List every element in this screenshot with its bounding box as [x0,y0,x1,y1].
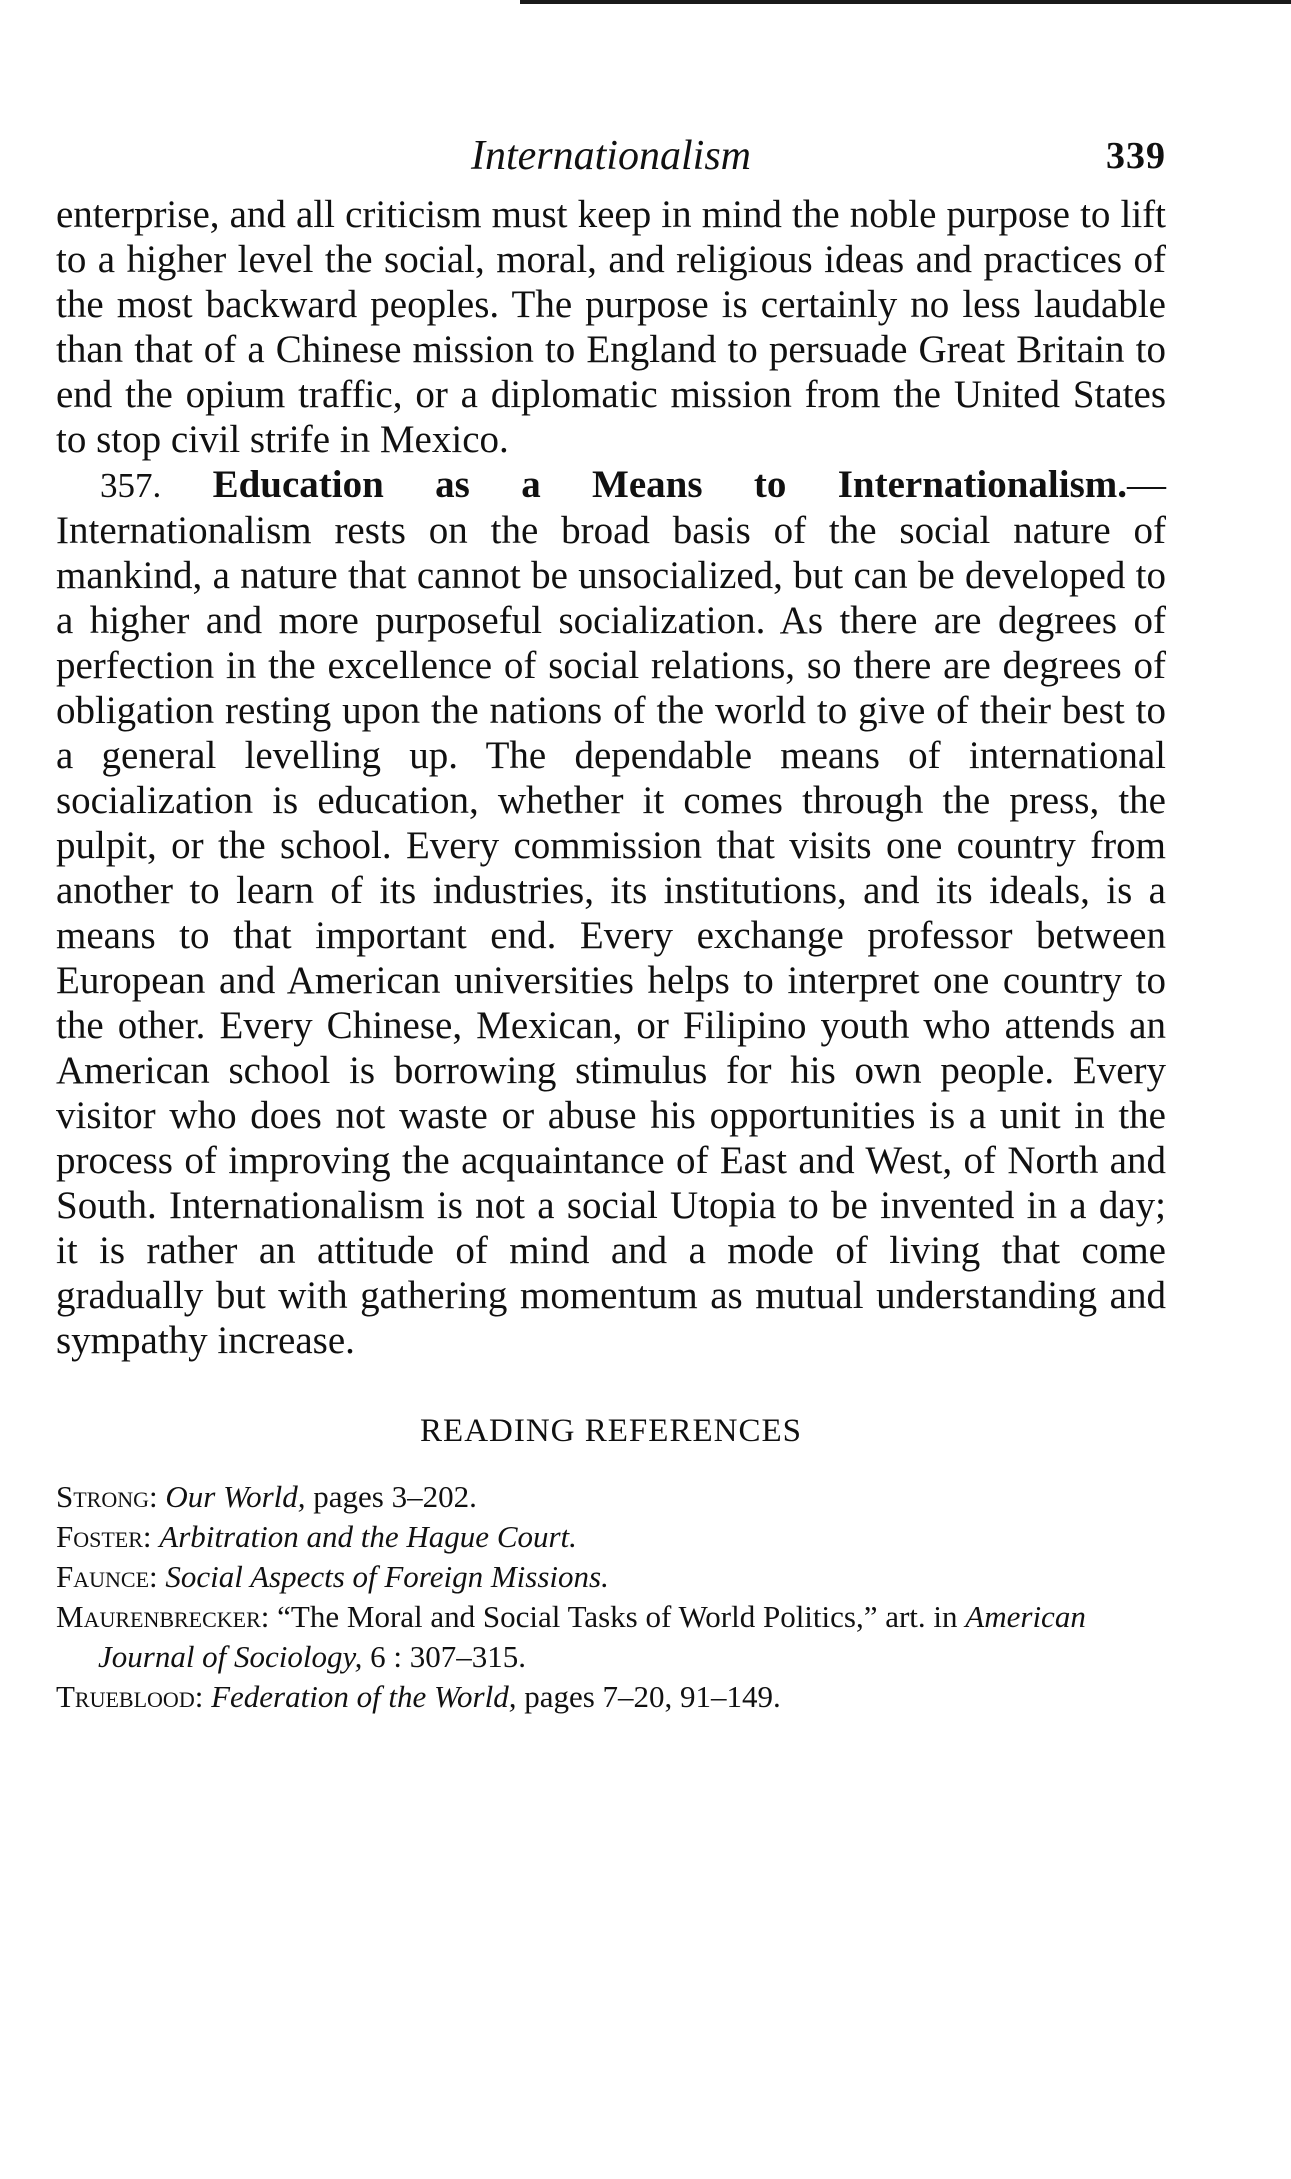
reference-detail: pages 3–202. [313,1479,477,1514]
reference-work: Arbitration and the Hague Court. [159,1519,577,1554]
top-edge-rule [520,0,1291,4]
reading-references-list [56,1477,1166,1717]
reference-work: Social Aspects of Foreign Missions. [165,1559,609,1594]
section-title: Education as a Means to Internationalism. [212,463,1127,506]
book-page [56,120,1166,1717]
reference-item [56,1597,1166,1677]
reference-item [56,1557,1166,1597]
reference-author: Maurenbrecker: [56,1599,270,1634]
reference-author: Trueblood: [56,1679,204,1714]
section-number: 357. [100,466,162,505]
section-paragraph [56,462,1166,1363]
running-title: Internationalism [471,133,751,179]
reference-author: Strong: [56,1479,158,1514]
reference-article-title: “The Moral and Social Tasks of World Politics,” art. in [277,1599,958,1634]
reference-item [56,1477,1166,1517]
reference-work: Federation of the World, [211,1679,517,1714]
reference-item [56,1517,1166,1557]
reference-author: Faunce: [56,1559,158,1594]
reading-references-heading: READING REFERENCES [420,1413,802,1449]
reference-work: American Journal of Sociology, [98,1599,1086,1674]
paragraph-continuation: enterprise, and all criticism must keep in mind the noble purpose to lift to a higher level the social, moral, and religious ideas and practices of the most backward peoples. The purpose is certainly no less laudable than that of a Chinese mission to England to persuade Great Britain to end the opium traffic, or a diplomatic mission from the United States to stop civil strife in Mexico. [56,193,1166,461]
reference-item [56,1677,1166,1717]
page-number: 339 [1106,135,1166,177]
reference-author: Foster: [56,1519,152,1554]
reference-detail: pages 7–20, 91–149. [524,1679,781,1714]
section-body-text: —Internationalism rests on the broad basis of the social nature of mankind, a nature that cannot be unsocialized, but can be developed to a higher and more purposeful socialization. As there are degrees of perfection in the excellence of social relations, so there are degrees of obligation resting upon the nations of the world to give of their best to a general levelling up. The dependable means of international socialization is education, whether it comes through the press, the pulpit, or the school. Every commission that visits one country from another to learn of its industries, its institutions, and its ideals, is a means to that important end. Every exchange professor between European and American universities helps to interpret one country to the other. Every Chinese, Mexican, or Filipino youth who attends an American school is borrowing stimulus for his own people. Every visitor who does not waste or abuse his opportunities is a unit in the process of improving the acquaintance of East and West, of North and South. Internationalism is not a social Utopia to be invented in a day; it is rather an attitude of mind and a mode of living that come gradually but with gathering momentum as mutual understanding and sympathy increase. [56,463,1166,1362]
reference-work: Our World, [165,1479,306,1514]
page-header [56,120,1166,192]
reference-detail: 6 : 307–315. [370,1639,526,1674]
